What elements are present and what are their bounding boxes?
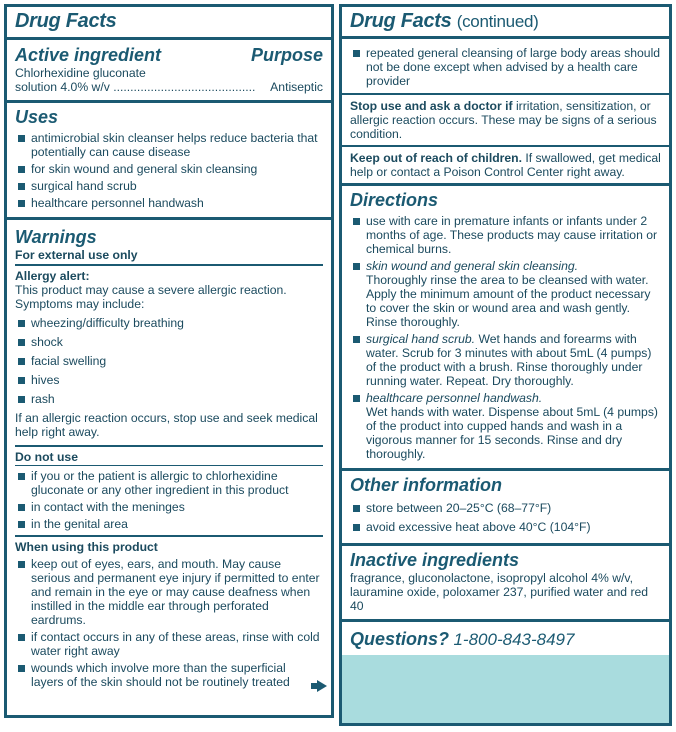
list-item: for skin wound and general skin cleansing — [15, 162, 323, 176]
stop-use-text: Stop use and ask a doctor if irritation, sensitization, or allergic reaction occurs. These may be signs of a serious condition. — [350, 99, 657, 141]
continued-label: (continued) — [456, 12, 539, 31]
list-item: store between 20–25°C (68–77°F) — [350, 501, 661, 515]
do-not-use-heading: Do not use — [15, 450, 78, 464]
list-item: facial swelling — [15, 354, 323, 368]
warnings-heading: Warnings — [15, 227, 97, 247]
purpose-heading: Purpose — [250, 45, 323, 65]
allergy-alert-heading: Allergy alert: — [15, 269, 90, 283]
list-item: healthcare personnel handwash. Wet hands with water. Dispense about 5mL (4 pumps) of the product into cupped hands and wash in a vigorous manner for 15 seconds. Rinse and dry thoroughly. — [350, 391, 661, 461]
list-item: surgical hand scrub. Wet hands and forearms with water. Scrub for 3 minutes with about 5mL (4 pumps) of the product with a brush. Rinse thoroughly under running water. Repeat. Dry thoroughly. — [350, 332, 661, 388]
stop-use-heading: Stop use and ask a doctor if — [350, 99, 513, 113]
list-item: shock — [15, 335, 323, 349]
active-purpose: Antiseptic — [270, 80, 323, 94]
when-using-heading: When using this product — [15, 540, 158, 554]
direction-lead: surgical hand scrub. — [366, 332, 476, 346]
panel-title: Drug Facts — [350, 10, 452, 32]
inactive-ingredients-heading: Inactive ingredients — [350, 550, 520, 570]
inactive-ingredients-section — [342, 546, 669, 622]
list-item: if you or the patient is allergic to chlorhexidine gluconate or any other ingredient in this product — [15, 469, 323, 497]
active-ingredient-name: Chlorhexidine gluconate — [15, 66, 146, 80]
list-item: skin wound and general skin cleansing. Thoroughly rinse the area to be cleansed with water. Apply the minimum amount of the product necessary to cover the skin or wound area and wash gently. Rinse thoroughly. — [350, 259, 661, 329]
keep-out-text: Keep out of reach of children. If swallowed, get medical help or contact a Poison Control Center right away. — [350, 151, 661, 179]
directions-section — [342, 184, 669, 471]
questions-phone: 1-800-843-8497 — [453, 630, 575, 649]
list-item: hives — [15, 373, 323, 387]
other-information-heading: Other information — [350, 475, 502, 495]
warnings-section — [7, 220, 331, 696]
keep-out-heading: Keep out of reach of children. — [350, 151, 522, 165]
list-item: surgical hand scrub — [15, 179, 323, 193]
drug-facts-header — [7, 7, 331, 103]
external-use-note: For external use only — [15, 248, 138, 262]
active-ingredient-strength: solution 4.0% w/v .......................................... — [15, 80, 256, 94]
list-item: keep out of eyes, ears, and mouth. May cause serious and permanent eye injury if permitted to enter and remain in the eye or may cause deafness when instilled in the middle ear through perforated eardrums. — [15, 557, 323, 627]
direction-lead: skin wound and general skin cleansing. — [366, 259, 579, 273]
drug-facts-header-continued — [342, 7, 669, 39]
list-item: antimicrobial skin cleanser helps reduce bacteria that potentially can cause disease — [15, 131, 323, 159]
allergy-after-text: If an allergic reaction occurs, stop use and seek medical help right away. — [15, 411, 318, 439]
directions-heading: Directions — [350, 190, 439, 210]
questions-label: Questions? — [350, 629, 450, 649]
list-item: in the genital area — [15, 517, 323, 531]
other-information-section — [342, 471, 669, 546]
drug-facts-panel-left — [4, 4, 334, 718]
list-item: wheezing/difficulty breathing — [15, 316, 323, 330]
drug-facts-panel-right — [339, 4, 672, 726]
list-item: if contact occurs in any of these areas, rinse with cold water right away — [15, 630, 323, 658]
list-item: repeated general cleansing of large body areas should not be done except when advised by a health care provider — [350, 46, 661, 88]
direction-lead: healthcare personnel handwash. — [366, 391, 543, 405]
warnings-continued-section — [342, 39, 669, 184]
uses-heading: Uses — [15, 107, 59, 127]
accent-panel — [342, 655, 669, 723]
list-item: use with care in premature infants or infants under 2 months of age. These products may cause irritation or chemical burns. — [350, 214, 661, 256]
list-item: wounds which involve more than the superficial layers of the skin should not be routinely treated — [15, 661, 323, 689]
inactive-ingredients-text: fragrance, gluconolactone, isopropyl alcohol 4% w/v, lauramine oxide, poloxamer 237, purified water and red 40 — [350, 571, 649, 613]
list-item: avoid excessive heat above 40°C (104°F) — [350, 520, 661, 534]
continued-arrow-icon — [317, 680, 327, 692]
uses-section — [7, 103, 331, 220]
allergy-alert-text: This product may cause a severe allergic reaction. Symptoms may include: — [15, 283, 287, 311]
panel-title: Drug Facts — [15, 10, 117, 32]
active-ingredient-heading: Active ingredient — [15, 45, 162, 65]
list-item: in contact with the meninges — [15, 500, 323, 514]
list-item: rash — [15, 392, 323, 406]
list-item: healthcare personnel handwash — [15, 196, 323, 210]
